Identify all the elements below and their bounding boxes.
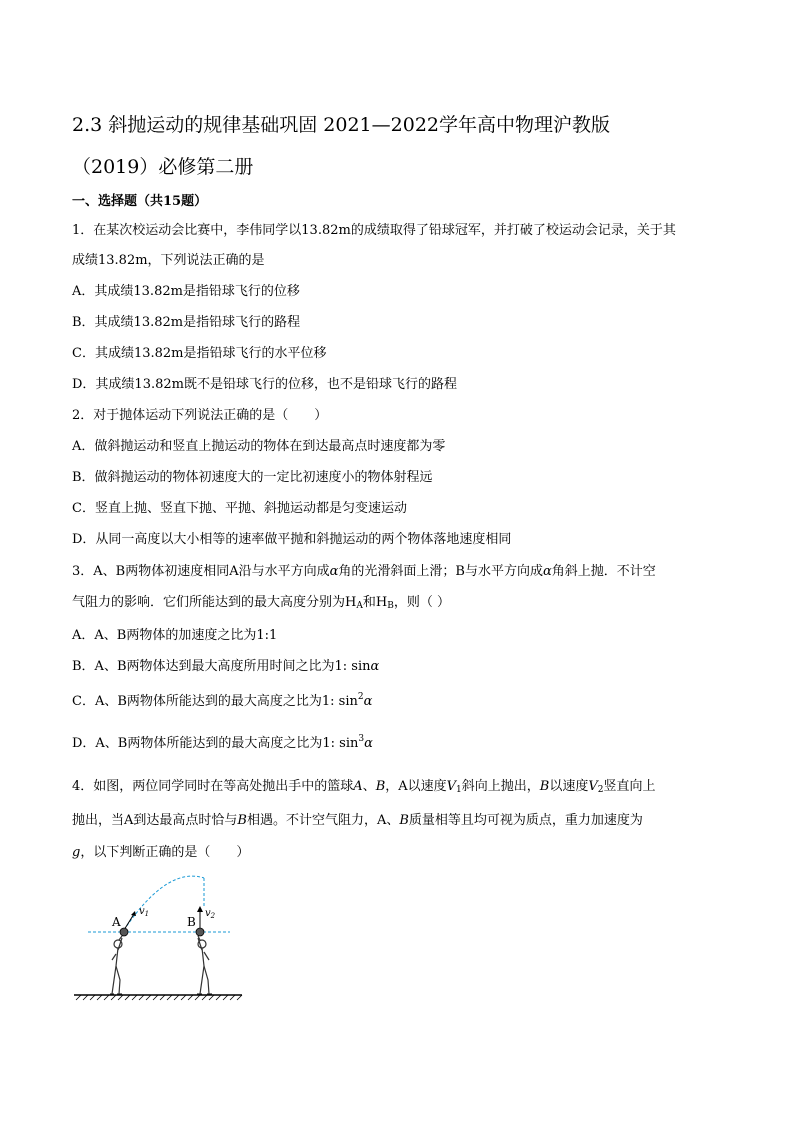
q3-stem-line-1: 3．A、B两物体初速度相同A沿与水平方向成α角的光滑斜面上滑；B与水平方向成α角斜上抛．不计空 (72, 564, 656, 579)
q3-option-a: A．A、B两物体的加速度之比为1:1 (72, 628, 278, 643)
v1-arrow (124, 914, 134, 930)
q2-option-b: B．做斜抛运动的物体初速度大的一定比初速度小的物体射程远 (72, 470, 433, 485)
title-line-1: 2.3 斜抛运动的规律基础巩固 2021—2022学年高中物理沪教版 (72, 114, 611, 136)
q2-stem: 2．对于抛体运动下列说法正确的是（ ） (72, 408, 328, 423)
q1-stem-line-2: 成绩13.82m，下列说法正确的是 (72, 253, 265, 268)
person-b (197, 936, 212, 994)
q1-option-a: A．其成绩13.82m是指铅球飞行的位移 (72, 284, 300, 299)
projectile-figure (72, 868, 247, 1003)
label-v1: $v_1$ (139, 906, 150, 918)
alpha-symbol: α (542, 564, 552, 579)
q2-option-c: C．竖直上抛、竖直下抛、平抛、斜抛运动都是匀变速运动 (72, 501, 407, 516)
q3-option-c: C．A、B两物体所能达到的最大高度之比为1: $\sin^2\alpha$ (72, 692, 373, 709)
title-line-2: （2019）必修第二册 (72, 156, 254, 178)
alpha-symbol: α (329, 564, 339, 579)
v2-arrowhead (197, 906, 203, 912)
ball-b (196, 928, 204, 936)
q3-option-d: D．A、B两物体所能达到的最大高度之比为1: $\sin^3\alpha$ (72, 734, 373, 751)
q1-option-b: B．其成绩13.82m是指铅球飞行的路程 (72, 315, 301, 330)
q4-stem-line-3: g，以下判断正确的是（ ） (72, 845, 250, 860)
q1-stem-line-1: 1．在某次校运动会比赛中，李伟同学以13.82m的成绩取得了铅球冠军，并打破了校运动会记录，关于其 (72, 223, 676, 238)
person-a (110, 936, 122, 994)
label-v2: $v_2$ (205, 908, 216, 920)
q1-option-c: C．其成绩13.82m是指铅球飞行的水平位移 (72, 346, 327, 361)
ball-a (120, 928, 128, 936)
document-title (72, 104, 732, 188)
label-a: A (112, 915, 121, 929)
q2-option-a: A．做斜抛运动和竖直上抛运动的物体在到达最高点时速度都为零 (72, 439, 446, 454)
q1-option-d: D．其成绩13.82m既不是铅球飞行的位移，也不是铅球飞行的路程 (72, 377, 457, 392)
q4-stem-line-2: 抛出，当A到达最高点时恰与B相遇。不计空气阻力，A、B质量相等且均可视为质点，重力加速度为 (72, 813, 643, 828)
q4-stem-line-1: 4．如图，两位同学同时在等高处抛出手中的篮球A、B，A以速度$V_1$斜向上抛出，B以速度$V_2$竖直向上 (72, 779, 656, 795)
section-heading: 一、选择题（共15题） (72, 194, 208, 209)
q2-option-d: D．从同一高度以大小相等的速率做平抛和斜抛运动的两个物体落地速度相同 (72, 532, 512, 547)
q3-option-b: B．A、B两物体达到最大高度所用时间之比为1: sinα (72, 659, 380, 674)
label-b: B (187, 915, 196, 929)
q3-stem-line-2: 气阻力的影响．它们所能达到的最大高度分别为$H_A$和$H_B$，则（ ） (72, 595, 450, 611)
v1-arrowhead (131, 911, 136, 916)
